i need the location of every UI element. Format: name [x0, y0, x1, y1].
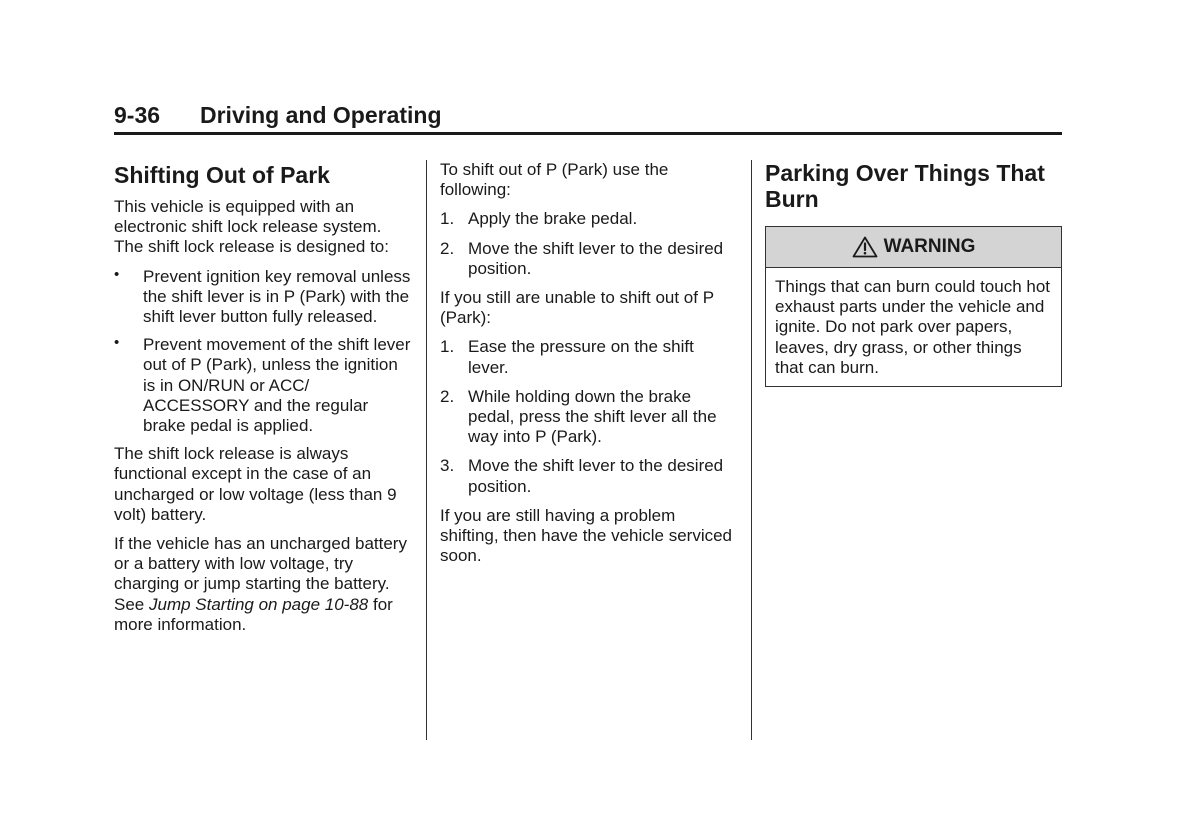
step-number: 1.	[440, 337, 455, 357]
page-number: 9-36	[114, 102, 161, 128]
list-item	[440, 387, 736, 448]
heading-parking-over-things-that-burn: Parking Over Things That Burn	[765, 160, 1045, 212]
step-text: Ease the pressure on the shift lever.	[468, 337, 694, 377]
step-number: 2.	[440, 386, 455, 406]
paragraph: The shift lock release is always functional except in the case of an uncharged or low voltage (less than 9 volt) battery.	[114, 444, 397, 524]
paragraph-text: If the vehicle has an uncharged battery or a battery with low voltage, try charging or jump starting the battery. See	[114, 534, 407, 614]
warning-triangle-icon	[852, 236, 878, 258]
paragraph: To shift out of P (Park) use the following:	[440, 160, 669, 200]
list-item	[114, 267, 414, 328]
paragraph: This vehicle is equipped with an electronic shift lock release system. The shift lock release is designed to:	[114, 197, 389, 257]
list-item	[440, 239, 736, 279]
warning-label: WARNING	[883, 235, 976, 257]
list-item-text: Prevent movement of the shift lever out of P (Park), unless the ignition is in ON/RUN or ACC/ ACCESSORY and the regular brake pedal is applied.	[143, 335, 411, 436]
step-text: Move the shift lever to the desired position.	[468, 238, 724, 278]
page-header	[114, 100, 1062, 135]
list-item	[440, 337, 736, 377]
bullet-list	[114, 267, 414, 437]
warning-text: Things that can burn could touch hot exhaust parts under the vehicle and ignite. Do not park over papers, leaves, dry grass, or other things that can burn.	[775, 277, 1051, 377]
list-item	[440, 456, 736, 496]
list-item	[114, 335, 414, 436]
step-text: Move the shift lever to the desired position.	[468, 456, 724, 496]
section-title: Driving and Operating	[200, 102, 442, 128]
column-divider	[426, 160, 427, 740]
step-number: 1.	[440, 209, 455, 229]
paragraph: If you are still having a problem shifting, then have the vehicle serviced soon.	[440, 505, 733, 566]
column-3	[765, 160, 1065, 387]
warning-header	[766, 227, 1061, 268]
column-1	[114, 160, 414, 644]
step-number: 3.	[440, 456, 455, 476]
list-item	[440, 209, 736, 229]
bullet-icon: •	[114, 265, 120, 283]
step-number: 2.	[440, 238, 455, 258]
paragraph-text: for more information.	[114, 594, 393, 634]
step-list	[440, 209, 736, 279]
bullet-icon: •	[114, 334, 120, 352]
step-list	[440, 337, 736, 496]
column-divider	[751, 160, 752, 740]
warning-box	[765, 226, 1062, 387]
column-2	[440, 160, 736, 575]
list-item-text: Prevent ignition key removal unless the shift lever is in P (Park) with the shift lever button fully released.	[143, 266, 411, 327]
step-text: While holding down the brake pedal, press the shift lever all the way into P (Park).	[468, 386, 717, 447]
paragraph	[114, 534, 414, 635]
heading-shifting-out-of-park: Shifting Out of Park	[114, 162, 330, 188]
cross-reference-link[interactable]: Jump Starting on page 10-88	[148, 594, 369, 614]
paragraph: If you still are unable to shift out of P (Park):	[440, 288, 714, 328]
step-text: Apply the brake pedal.	[468, 209, 638, 229]
